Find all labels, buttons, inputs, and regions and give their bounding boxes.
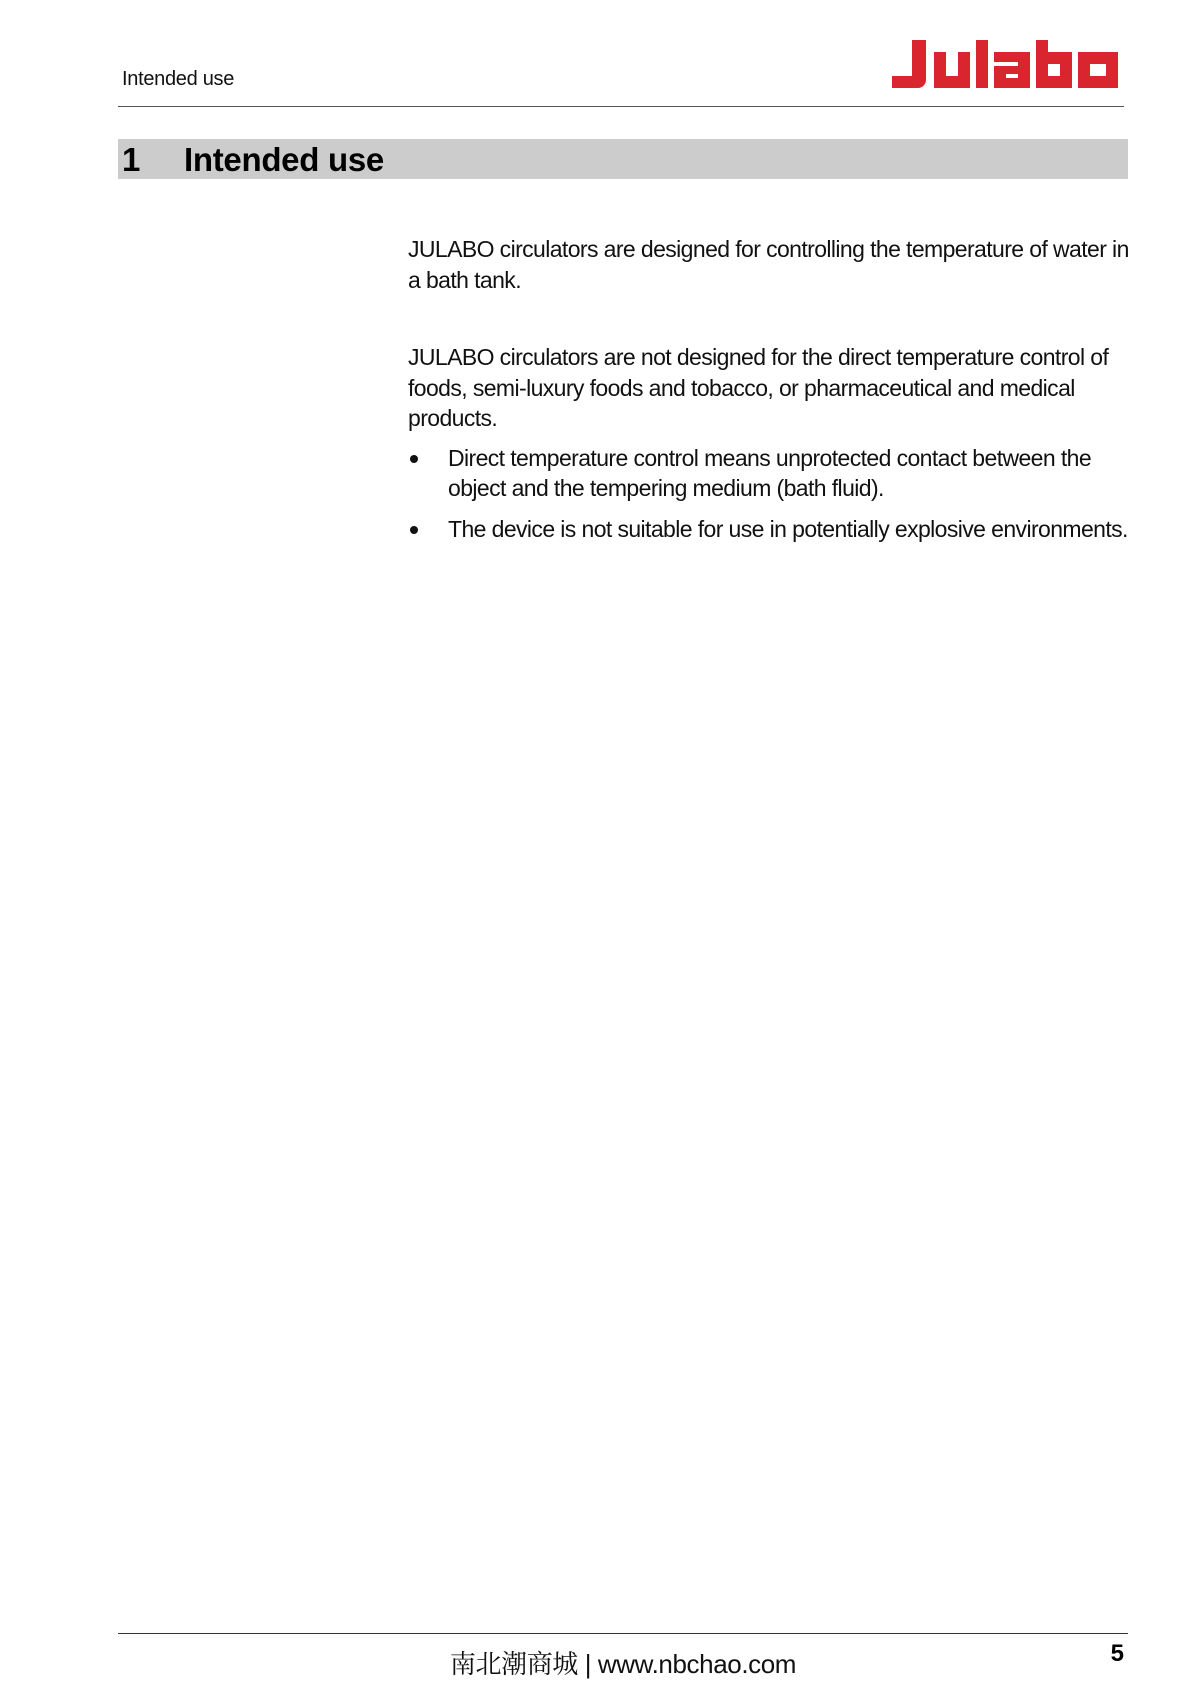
bullet-text: The device is not suitable for use in potentially explosive environments.: [448, 515, 1128, 542]
bullet-text: Direct temperature control means unprotected contact between the object and the tempering medium (bath fluid).: [448, 444, 1092, 501]
page-number: 5: [1110, 1640, 1124, 1667]
body-content: [408, 234, 1138, 554]
paragraph-intended-use: JULABO circulators are designed for controlling the temperature of water in a bath tank.: [408, 236, 1129, 293]
chapter-heading-bar: [118, 139, 1128, 179]
bullet-list: [408, 443, 1138, 545]
footer-watermark: 南北潮商城 | www.nbchao.com: [449, 1649, 797, 1679]
page-header: [118, 36, 1124, 107]
bullet-icon: [410, 526, 418, 534]
bullet-item: [408, 443, 1138, 504]
running-header-section: Intended use: [122, 68, 235, 90]
bullet-item: [408, 514, 1138, 545]
chapter-title: Intended use: [184, 141, 384, 178]
page-footer: [118, 1633, 1128, 1694]
bullet-icon: [410, 455, 418, 463]
chapter-number: 1: [122, 141, 141, 178]
paragraph-not-designed-for: JULABO circulators are not designed for the direct temperature control of foods, semi-luxury foods and tobacco, or pharmaceutical and medical products.: [408, 344, 1109, 431]
julabo-logo: [890, 38, 1122, 90]
